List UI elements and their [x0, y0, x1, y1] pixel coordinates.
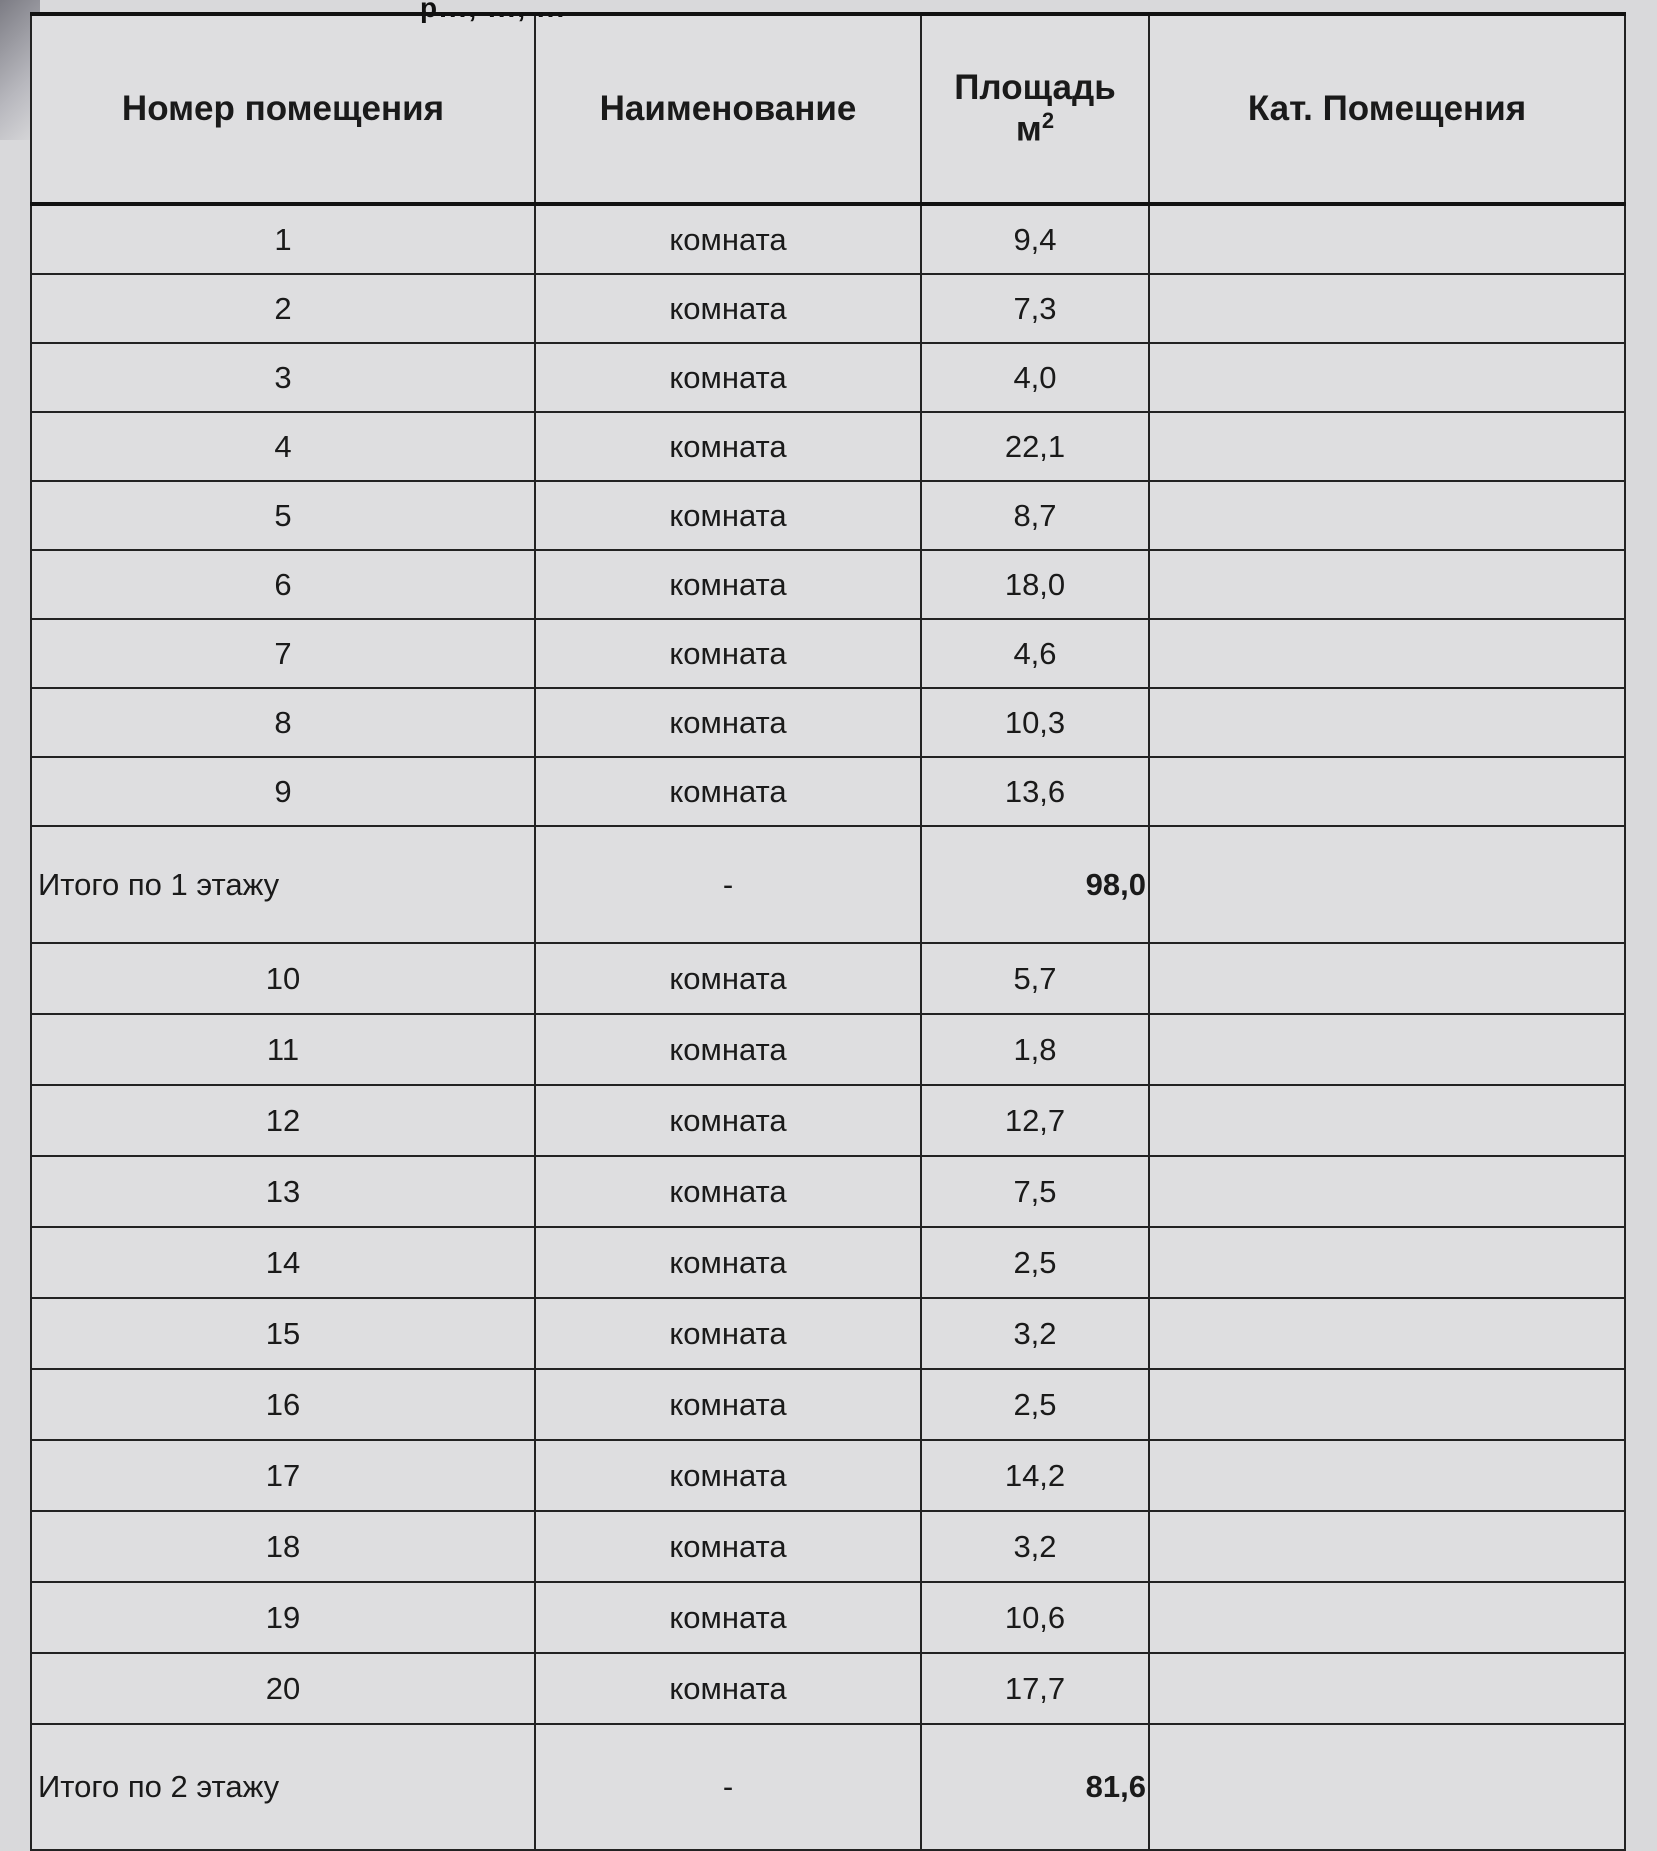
subtotal-name: - [535, 826, 921, 943]
cell-area: 12,7 [921, 1085, 1149, 1156]
top-text-fragment: р..., ..., ... [420, 0, 567, 23]
table-row [31, 1440, 1625, 1511]
cell-area: 2,5 [921, 1369, 1149, 1440]
cell-name: комната [535, 1014, 921, 1085]
cell-area: 17,7 [921, 1653, 1149, 1724]
cell-category [1149, 1298, 1625, 1369]
cell-area: 1,8 [921, 1014, 1149, 1085]
cell-area: 8,7 [921, 481, 1149, 550]
cell-area: 13,6 [921, 757, 1149, 826]
cell-area: 3,2 [921, 1298, 1149, 1369]
table-row [31, 550, 1625, 619]
cell-n: 17 [31, 1440, 535, 1511]
cell-area: 10,6 [921, 1582, 1149, 1653]
cell-name: комната [535, 1156, 921, 1227]
cell-n: 3 [31, 343, 535, 412]
rooms-table [30, 12, 1626, 1851]
cell-n: 8 [31, 688, 535, 757]
cell-name: комната [535, 1298, 921, 1369]
cell-n: 5 [31, 481, 535, 550]
cell-category [1149, 1582, 1625, 1653]
cell-area: 22,1 [921, 412, 1149, 481]
cell-n: 9 [31, 757, 535, 826]
cell-category [1149, 757, 1625, 826]
cell-n: 19 [31, 1582, 535, 1653]
cell-area: 4,0 [921, 343, 1149, 412]
table-row [31, 1369, 1625, 1440]
cell-area: 14,2 [921, 1440, 1149, 1511]
cell-name: комната [535, 1511, 921, 1582]
subtotal-label: Итого по 1 этажу [31, 826, 535, 943]
cell-n: 13 [31, 1156, 535, 1227]
cell-name: комната [535, 550, 921, 619]
cell-name: комната [535, 1227, 921, 1298]
cell-area: 4,6 [921, 619, 1149, 688]
table-row [31, 274, 1625, 343]
header-area-label: Площадь [954, 68, 1116, 108]
cell-area: 5,7 [921, 943, 1149, 1014]
cell-n: 11 [31, 1014, 535, 1085]
cell-category [1149, 1014, 1625, 1085]
cell-area: 18,0 [921, 550, 1149, 619]
cell-category [1149, 688, 1625, 757]
cell-n: 20 [31, 1653, 535, 1724]
cell-n: 6 [31, 550, 535, 619]
cell-name: комната [535, 481, 921, 550]
table-row [31, 1014, 1625, 1085]
subtotal-area: 98,0 [921, 826, 1149, 943]
table-row [31, 688, 1625, 757]
cell-area: 7,5 [921, 1156, 1149, 1227]
cell-name: комната [535, 1440, 921, 1511]
cell-category [1149, 1369, 1625, 1440]
subtotal-row [31, 826, 1625, 943]
cell-n: 12 [31, 1085, 535, 1156]
cell-category [1149, 274, 1625, 343]
cell-n: 15 [31, 1298, 535, 1369]
cell-area: 7,3 [921, 274, 1149, 343]
table-row [31, 1156, 1625, 1227]
table-header-row [31, 14, 1625, 204]
cell-category [1149, 204, 1625, 274]
header-area-unit: м [1015, 109, 1042, 149]
cell-area: 3,2 [921, 1511, 1149, 1582]
table-row [31, 343, 1625, 412]
cell-category [1149, 1440, 1625, 1511]
subtotal-name: - [535, 1724, 921, 1850]
cell-area: 10,3 [921, 688, 1149, 757]
cell-category [1149, 1511, 1625, 1582]
cell-category [1149, 943, 1625, 1014]
cell-category [1149, 619, 1625, 688]
table-row [31, 481, 1625, 550]
header-number: Номер помещения [31, 14, 535, 204]
cell-name: комната [535, 274, 921, 343]
table-row [31, 1085, 1625, 1156]
cell-category [1149, 550, 1625, 619]
subtotal-area: 81,6 [921, 1724, 1149, 1850]
cell-category [1149, 1653, 1625, 1724]
header-area [921, 14, 1149, 204]
table-row [31, 1511, 1625, 1582]
subtotal-category [1149, 826, 1625, 943]
cell-n: 4 [31, 412, 535, 481]
cell-n: 2 [31, 274, 535, 343]
cell-name: комната [535, 619, 921, 688]
table-row [31, 1298, 1625, 1369]
cell-name: комната [535, 757, 921, 826]
subtotal-row [31, 1724, 1625, 1850]
table-row [31, 412, 1625, 481]
cell-name: комната [535, 688, 921, 757]
cell-name: комната [535, 412, 921, 481]
cell-name: комната [535, 943, 921, 1014]
cell-category [1149, 1156, 1625, 1227]
cell-name: комната [535, 343, 921, 412]
cell-category [1149, 343, 1625, 412]
subtotal-category [1149, 1724, 1625, 1850]
header-name: Наименование [535, 14, 921, 204]
table-row [31, 943, 1625, 1014]
table-row [31, 1582, 1625, 1653]
cell-n: 14 [31, 1227, 535, 1298]
table-row [31, 204, 1625, 274]
cell-n: 7 [31, 619, 535, 688]
cell-name: комната [535, 1369, 921, 1440]
cell-name: комната [535, 204, 921, 274]
table-row [31, 1653, 1625, 1724]
cell-category [1149, 412, 1625, 481]
table-row [31, 757, 1625, 826]
cell-n: 10 [31, 943, 535, 1014]
cell-n: 16 [31, 1369, 535, 1440]
cell-n: 1 [31, 204, 535, 274]
cell-name: комната [535, 1653, 921, 1724]
table-row [31, 1227, 1625, 1298]
cell-category [1149, 481, 1625, 550]
header-category: Кат. Помещения [1149, 14, 1625, 204]
cell-area: 9,4 [921, 204, 1149, 274]
cell-n: 18 [31, 1511, 535, 1582]
cell-name: комната [535, 1582, 921, 1653]
cell-category [1149, 1227, 1625, 1298]
subtotal-label: Итого по 2 этажу [31, 1724, 535, 1850]
cell-category [1149, 1085, 1625, 1156]
header-area-unit-sup: 2 [1041, 108, 1055, 134]
cell-area: 2,5 [921, 1227, 1149, 1298]
table-row [31, 619, 1625, 688]
cell-name: комната [535, 1085, 921, 1156]
